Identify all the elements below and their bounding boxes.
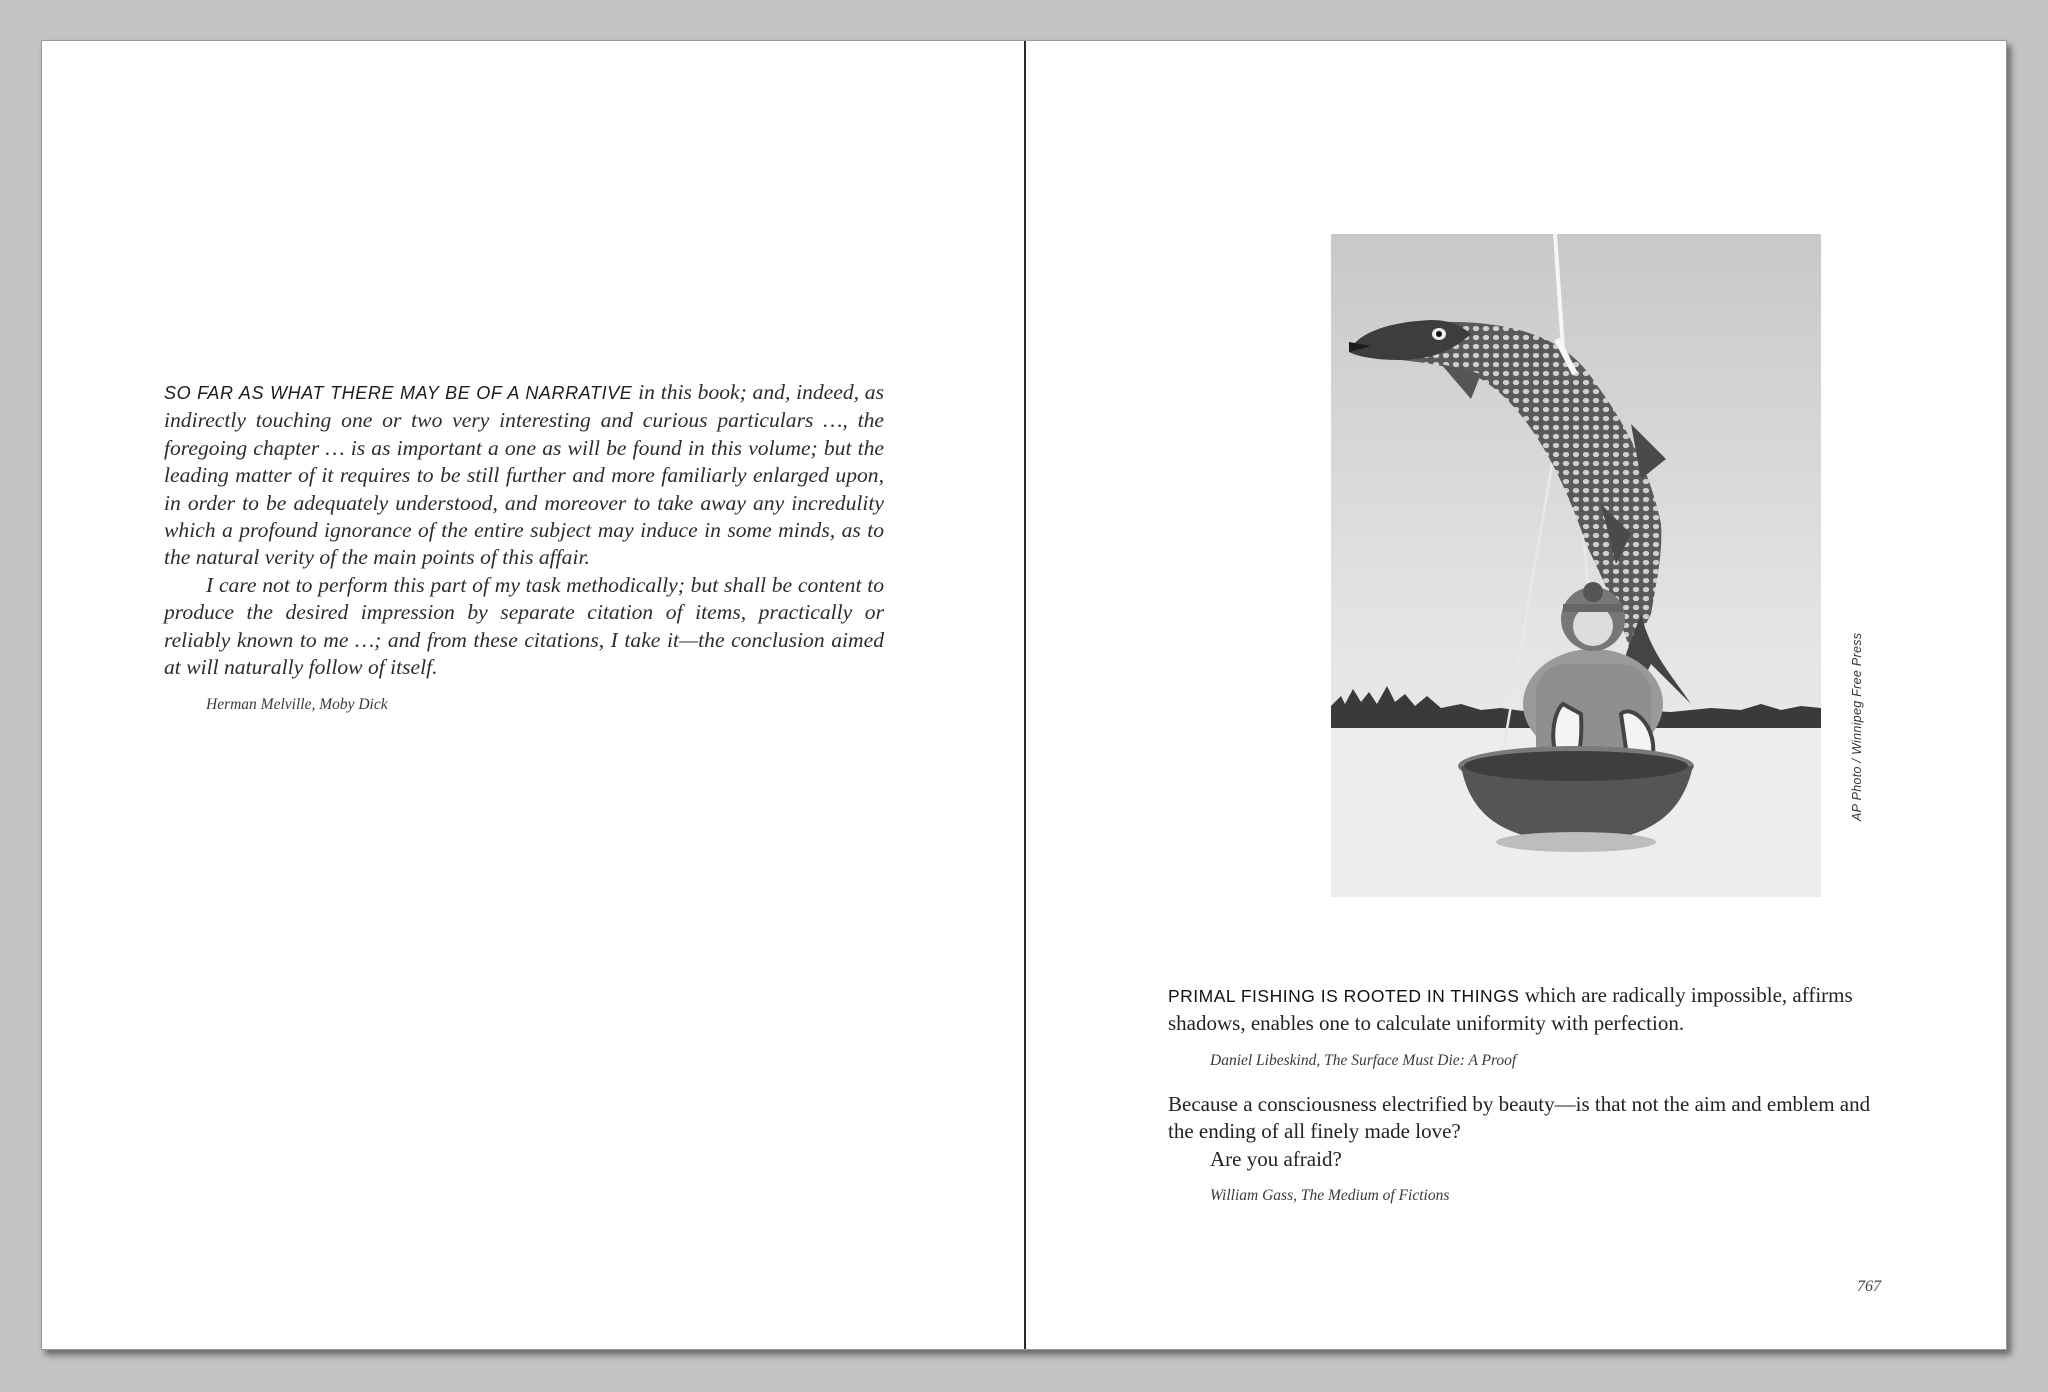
spine-divider [1024, 41, 1026, 1349]
book-spread [41, 40, 2007, 1350]
gass-attribution: William Gass, The Medium of Fictions [1210, 1187, 1450, 1205]
quote2-line2: Are you afraid? [1210, 1146, 1342, 1171]
melville-attribution: Herman Melville, Moby Dick [206, 696, 388, 714]
quote2-line1: Because a consciousness electrified by beauty—is that not the aim and emblem and the ending of all finely made love? [1168, 1092, 1871, 1144]
paragraph-2: I care not to perform this part of my task methodically; but shall be content to produce the desired impression by separate citation of items, practically or reliably known to me …; and from these citations, I take it—the conclusion aimed at will naturally follow of itself. [164, 572, 884, 680]
libeskind-quote [1168, 982, 1888, 1074]
quote1-caps: PRIMAL FISHING IS ROOTED IN THINGS [1168, 986, 1520, 1006]
photo-credit: AP Photo / Winnipeg Free Press [1850, 632, 1864, 821]
quote1-text: which are radically impossible, affirms shadows, enables one to calculate uniformity with perfection. [1168, 983, 1853, 1036]
melville-excerpt [164, 379, 884, 719]
page-number: 767 [1857, 1278, 1881, 1295]
libeskind-attribution: Daniel Libeskind, The Surface Must Die: A Proof [1210, 1051, 1517, 1069]
pike-photo [1331, 234, 1821, 897]
paragraph-1: in this book; and, indeed, as indirectly touching one or two very interesting and curious particulars …, the foregoing chapter … is as important a one as will be found in this volume; but the leading matter of it requires to be still further and more familiarly enlarged upon, in order to be adequately understood, and moreover to take away any incredulity which a profound ignorance of the entire subject may induce in some minds, as to the natural verity of the main points of this affair. [164, 380, 884, 570]
gass-quote [1168, 1091, 1888, 1210]
lead-caps: SO FAR AS WHAT THERE MAY BE OF A NARRATIVE [164, 383, 633, 403]
